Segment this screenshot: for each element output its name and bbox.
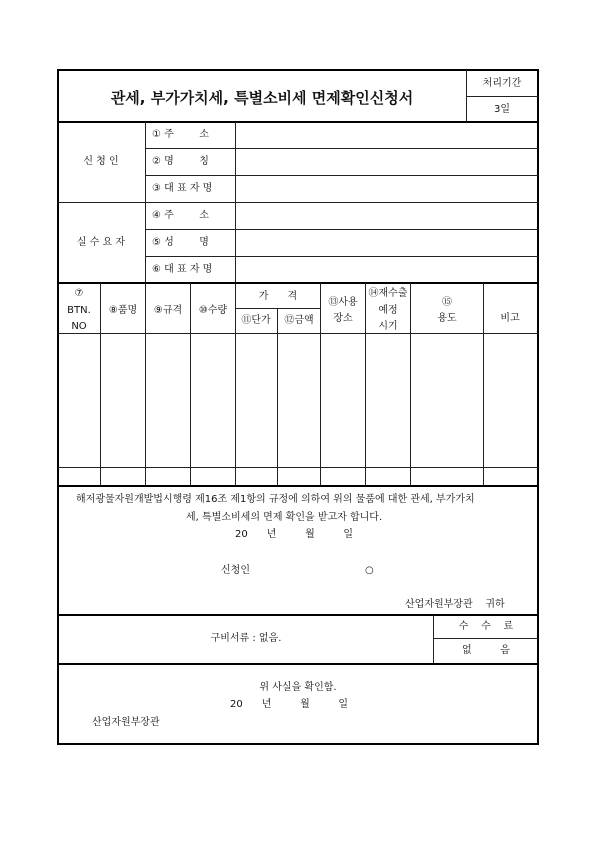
- row-line: [146, 256, 538, 257]
- consumer-name-label: ⑤ 성 명: [152, 237, 209, 248]
- applicant-rep-field[interactable]: [237, 177, 537, 201]
- confirmation-text: 위 사실을 확인함.: [259, 682, 337, 693]
- header-purpose: 용도: [437, 313, 457, 324]
- statement-line-1: 해저광물자원개발법시행령 제16조 제1항의 규정에 의하여 위의 물품에 대한 관세, 부가가치: [76, 494, 475, 505]
- consumer-address-field[interactable]: [237, 204, 537, 228]
- table-header-line: [58, 333, 538, 334]
- header-spec: ⑨규격: [153, 305, 183, 316]
- header-reexport-2: 예정: [378, 305, 398, 316]
- header-btn: BTN.: [67, 305, 91, 316]
- addressee: 산업자원부장관 귀하: [405, 599, 505, 610]
- documents-top-line: [58, 614, 538, 616]
- applicant-address-label: ① 주 소: [152, 129, 209, 140]
- consumer-name-field[interactable]: [237, 231, 537, 255]
- section-line: [58, 202, 538, 203]
- header-amount: ⑫금액: [284, 315, 314, 326]
- statement-applicant-label: 신청인: [221, 565, 250, 576]
- confirmation-authority: 산업자원부장관: [92, 717, 160, 728]
- item-table-body[interactable]: [59, 335, 537, 466]
- processing-divider: [466, 96, 538, 97]
- statement-date: 20 년 월 일: [235, 529, 353, 540]
- row-line: [146, 175, 538, 176]
- header-qty: ⑩수량: [198, 305, 228, 316]
- required-documents: 구비서류 : 없음.: [210, 633, 282, 644]
- item-table-row[interactable]: [59, 469, 537, 484]
- fee-mid-line: [434, 638, 538, 639]
- header-unit-price: ⑪단가: [241, 315, 271, 326]
- applicant-name-field[interactable]: [237, 150, 537, 174]
- form-title: 관세, 부가가치세, 특별소비세 면제확인신청서: [110, 89, 414, 107]
- header-use-place: 장소: [333, 313, 353, 324]
- row-line: [146, 148, 538, 149]
- section-line: [58, 282, 538, 284]
- consumer-rep-label: ⑥ 대 표 자 명: [152, 264, 213, 275]
- applicant-name-label: ② 명 칭: [152, 156, 209, 167]
- fee-divider: [433, 615, 434, 663]
- applicant-address-field[interactable]: [237, 123, 537, 147]
- consumer-label: 실 수 요 자: [76, 237, 126, 248]
- statement-line-2: 세, 특별소비세의 면제 확인을 받고자 합니다.: [186, 512, 383, 523]
- row-line: [146, 229, 538, 230]
- consumer-address-label: ④ 주 소: [152, 210, 209, 221]
- header-reexport-1: ⑭재수출: [368, 288, 408, 299]
- header-btn-number: ⑦: [74, 288, 84, 299]
- applicant-signature-field[interactable]: [260, 560, 360, 580]
- processing-value: 3일: [493, 104, 511, 115]
- header-btn-no: NO: [71, 321, 87, 332]
- header-item: ⑧품명: [108, 305, 138, 316]
- consumer-rep-field[interactable]: [237, 258, 537, 282]
- confirmation-date: 20 년 월 일: [230, 699, 348, 710]
- seal-mark: ○: [365, 565, 374, 576]
- documents-bottom-line: [58, 663, 538, 665]
- header-price: 가 격: [258, 291, 298, 302]
- table-bottom-line: [58, 485, 538, 487]
- fee-value: 없 음: [462, 645, 510, 656]
- header-use-place-number: ⑬사용: [328, 297, 358, 308]
- applicant-rep-label: ③ 대 표 자 명: [152, 183, 213, 194]
- processing-label: 처리기간: [482, 78, 522, 89]
- applicant-label: 신 청 인: [83, 156, 119, 167]
- header-reexport-3: 시기: [378, 321, 398, 332]
- header-remarks: 비고: [500, 313, 520, 324]
- header-purpose-number: ⑮: [442, 297, 452, 308]
- table-last-row-line: [58, 467, 538, 468]
- fee-label: 수 수 료: [458, 621, 514, 632]
